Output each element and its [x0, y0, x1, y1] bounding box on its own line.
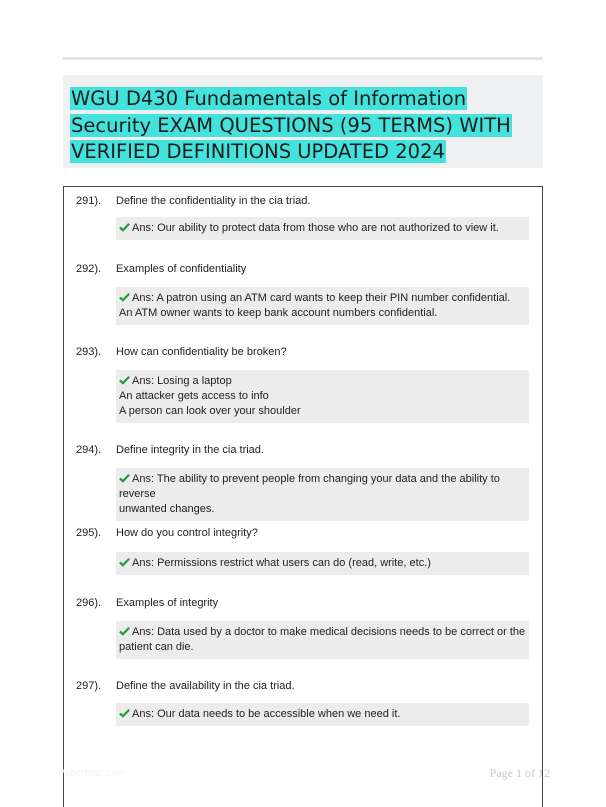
qa-list — [63, 186, 543, 807]
answer-line: A person can look over your shoulder — [119, 405, 301, 417]
answer-box — [116, 287, 529, 325]
answer-line: Ans: A patron using an ATM card wants to keep their PIN number confidential. — [132, 292, 511, 304]
item-number: 296). — [76, 597, 102, 609]
question-text: How can confidentiality be broken? — [116, 346, 287, 358]
check-icon — [119, 557, 130, 567]
check-icon — [119, 292, 130, 302]
answer-line: An attacker gets access to info — [119, 390, 269, 402]
answer-box — [116, 217, 529, 240]
question-text: Define integrity in the cia triad. — [116, 444, 264, 456]
answer-line: unwanted changes. — [119, 503, 215, 515]
item-number: 292). — [76, 263, 102, 275]
document-title-text: WGU D430 Fundamentals of Information Security EXAM QUESTIONS (95 TERMS) WITH VERIFIED DEFINITIONS UPDATED 2024 — [71, 87, 511, 163]
check-icon — [119, 626, 130, 636]
question-text: Define the confidentiality in the cia triad. — [116, 195, 311, 207]
answer-line: Ans: Data used by a doctor to make medical decisions needs to be correct or the — [132, 626, 526, 638]
top-divider — [63, 57, 543, 60]
answer-box — [116, 468, 529, 521]
question-text: Define the availability in the cia triad. — [116, 680, 295, 692]
item-number: 294). — [76, 444, 102, 456]
answer-line: Ans: The ability to prevent people from changing your data and the ability to reverse — [119, 473, 500, 500]
answer-line: Ans: Losing a laptop — [132, 375, 232, 387]
item-number: 297). — [76, 680, 102, 692]
check-icon — [119, 222, 130, 232]
watermark-text: Paperbtac.com — [58, 768, 126, 779]
answer-line: Ans: Our ability to protect data from those who are not authorized to view it. — [132, 222, 499, 234]
answer-box — [116, 621, 529, 659]
page-indicator: Page 1 of 12 — [489, 766, 550, 780]
check-icon — [119, 708, 130, 718]
item-number: 295). — [76, 527, 102, 539]
question-text: Examples of confidentiality — [116, 263, 247, 275]
answer-line: An ATM owner wants to keep bank account numbers confidential. — [119, 307, 438, 319]
answer-box — [116, 370, 529, 423]
item-number: 293). — [76, 346, 102, 358]
item-number: 291). — [76, 195, 102, 207]
document-title — [70, 86, 530, 166]
check-icon — [119, 375, 130, 385]
answer-line: Ans: Our data needs to be accessible when we need it. — [132, 708, 401, 720]
question-text: How do you control integrity? — [116, 527, 258, 539]
answer-box — [116, 703, 529, 726]
check-icon — [119, 473, 130, 483]
answer-line: patient can die. — [119, 641, 194, 653]
answer-line: Ans: Permissions restrict what users can do (read, write, etc.) — [132, 557, 431, 569]
question-text: Examples of integrity — [116, 597, 219, 609]
answer-box — [116, 552, 529, 575]
